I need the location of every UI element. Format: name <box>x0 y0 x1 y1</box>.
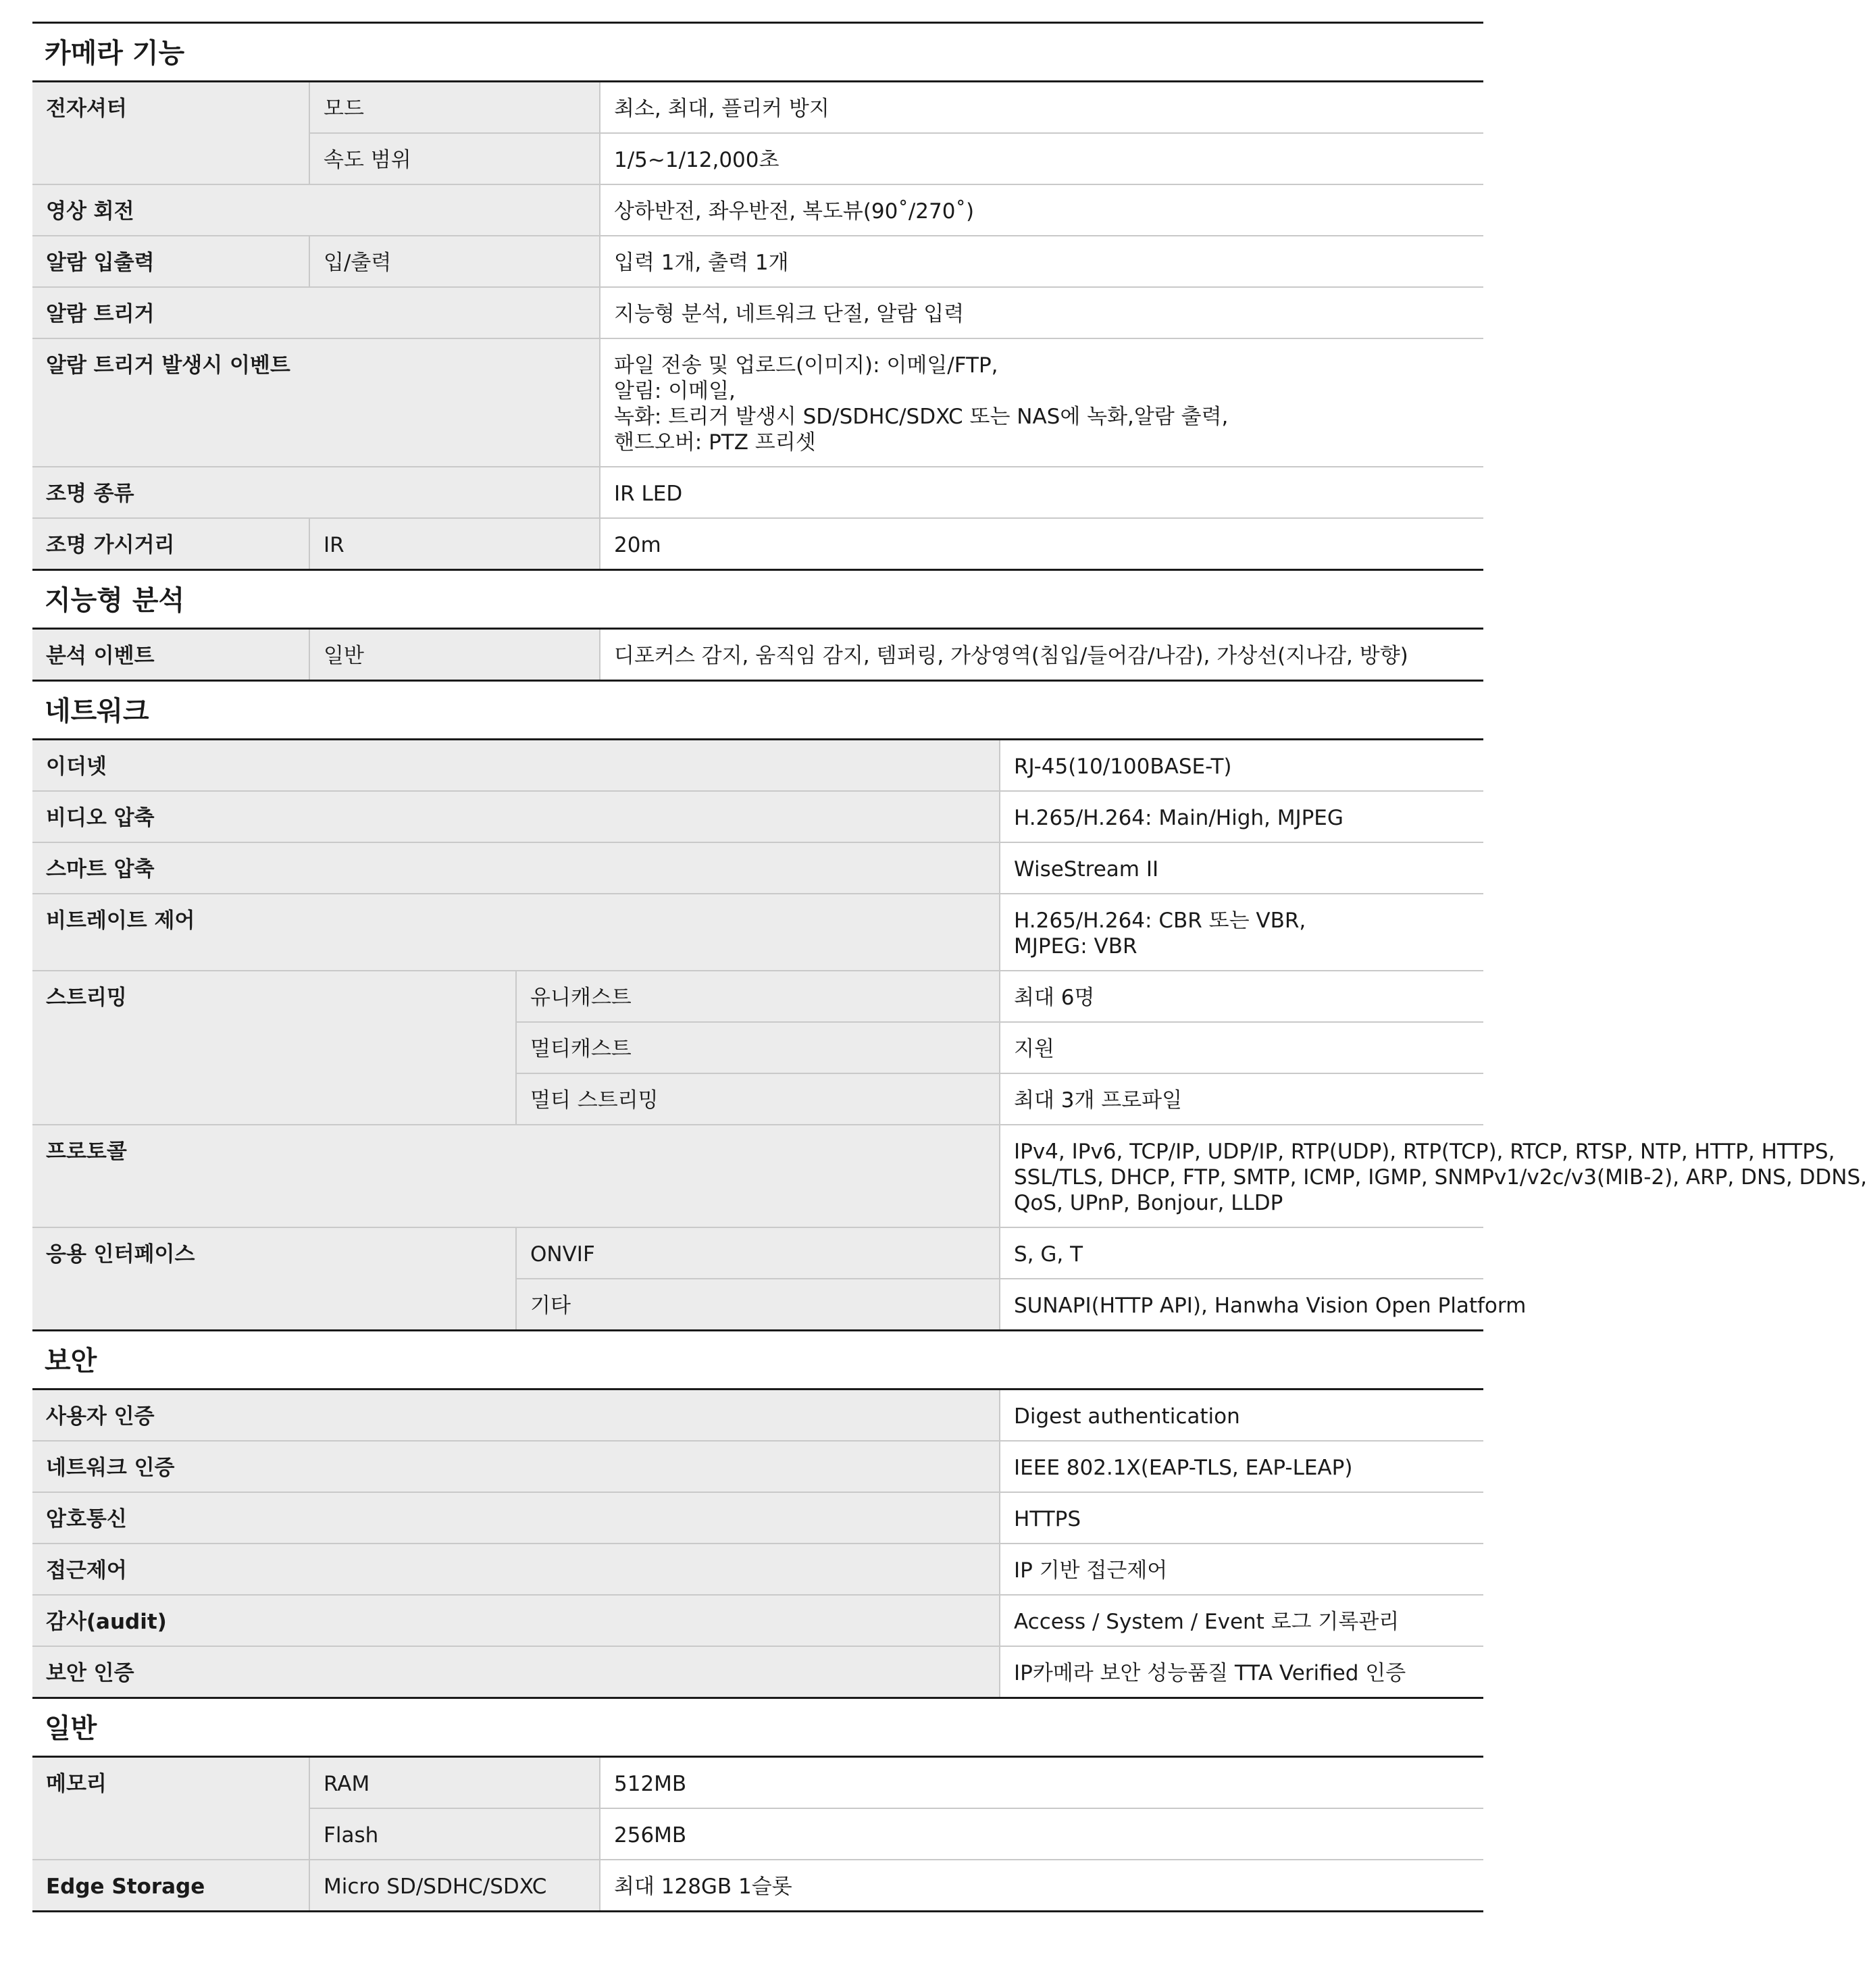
spec-value <box>600 630 1483 680</box>
spec-table <box>32 740 1867 1329</box>
spec-value <box>1000 1390 1483 1441</box>
spec-value <box>600 287 1483 338</box>
spec-value <box>600 133 1483 184</box>
spec-sublabel: 입/출력 <box>309 236 600 287</box>
spec-value-line: 상하반전, 좌우반전, 복도뷰(90˚/270˚) <box>614 199 975 224</box>
spec-table <box>32 630 1483 680</box>
spec-row <box>32 791 1483 842</box>
spec-value <box>600 82 1483 133</box>
spec-label: 프로토콜 <box>32 1125 1000 1227</box>
spec-value <box>1000 1646 1483 1697</box>
spec-value <box>1000 1125 1867 1227</box>
spec-label: 비트레이트 제어 <box>32 894 1000 971</box>
spec-row <box>32 518 1483 569</box>
spec-row <box>32 1758 1483 1808</box>
spec-label: 스마트 압축 <box>32 842 1000 894</box>
section-title: 일반 <box>32 1697 1483 1758</box>
spec-label: 스트리밍 <box>32 971 516 1125</box>
spec-value <box>1000 1073 1483 1125</box>
spec-value-line: 지능형 분석, 네트워크 단절, 알람 입력 <box>614 302 965 326</box>
spec-value <box>600 518 1483 569</box>
spec-label: 비디오 압축 <box>32 791 1000 842</box>
spec-value-line: 1/5~1/12,000초 <box>614 148 779 172</box>
spec-label: 접근제어 <box>32 1544 1000 1595</box>
spec-value <box>600 1860 1483 1910</box>
spec-label: 알람 트리거 발생시 이벤트 <box>32 338 600 467</box>
spec-row <box>32 630 1483 680</box>
spec-table <box>32 82 1483 569</box>
spec-value <box>1000 1227 1483 1279</box>
spec-value-line: QoS, UPnP, Bonjour, LLDP <box>1014 1191 1283 1215</box>
spec-value <box>600 236 1483 287</box>
spec-row <box>32 740 1483 791</box>
spec-value <box>600 467 1483 518</box>
spec-label: 네트워크 인증 <box>32 1441 1000 1492</box>
spec-row <box>32 971 1483 1022</box>
spec-value-line: H.265/H.264: CBR 또는 VBR, <box>1014 909 1306 933</box>
spec-label: 이더넷 <box>32 740 1000 791</box>
spec-label: 전자셔터 <box>32 82 309 184</box>
spec-value <box>600 1758 1483 1808</box>
section-title: 카메라 기능 <box>32 22 1483 82</box>
spec-row <box>32 1860 1483 1910</box>
spec-row <box>32 338 1483 467</box>
spec-sheet <box>32 0 1867 1912</box>
spec-row <box>32 1646 1483 1697</box>
spec-value-line: 녹화: 트리거 발생시 SD/SDHC/SDXC 또는 NAS에 녹화,알람 출력, <box>614 405 1229 429</box>
spec-row <box>32 82 1483 133</box>
spec-label: 암호통신 <box>32 1492 1000 1544</box>
spec-value <box>600 184 1483 236</box>
spec-value <box>1000 894 1483 971</box>
spec-value-line: 512MB <box>614 1772 687 1796</box>
spec-value-line: 입력 1개, 출력 1개 <box>614 251 789 275</box>
spec-row <box>32 1492 1483 1544</box>
spec-value <box>1000 740 1483 791</box>
spec-row <box>32 287 1483 338</box>
spec-sublabel: RAM <box>309 1758 600 1808</box>
spec-label: 감사(audit) <box>32 1595 1000 1646</box>
spec-sublabel: 기타 <box>516 1279 1000 1329</box>
spec-value <box>1000 842 1483 894</box>
spec-label: 조명 종류 <box>32 467 600 518</box>
spec-sublabel: Flash <box>309 1808 600 1860</box>
spec-value-line: 파일 전송 및 업로드(이미지): 이메일/FTP, <box>614 353 998 378</box>
section-title: 보안 <box>32 1329 1483 1390</box>
spec-value <box>1000 1544 1483 1595</box>
spec-sublabel: 멀티 스트리밍 <box>516 1073 1000 1125</box>
spec-sublabel: 일반 <box>309 630 600 680</box>
spec-sublabel: ONVIF <box>516 1227 1000 1279</box>
spec-label: 영상 회전 <box>32 184 600 236</box>
spec-value-line: H.265/H.264: Main/High, MJPEG <box>1014 806 1344 830</box>
spec-value-line: S, G, T <box>1014 1242 1083 1267</box>
spec-row <box>32 1441 1483 1492</box>
spec-value-line: MJPEG: VBR <box>1014 934 1137 959</box>
spec-value <box>1000 1441 1483 1492</box>
spec-row <box>32 467 1483 518</box>
spec-value <box>600 1808 1483 1860</box>
spec-row <box>32 1595 1483 1646</box>
spec-value <box>1000 1492 1483 1544</box>
spec-label: 사용자 인증 <box>32 1390 1000 1441</box>
spec-label: 응용 인터페이스 <box>32 1227 516 1329</box>
spec-label: 알람 트리거 <box>32 287 600 338</box>
spec-label: 조명 가시거리 <box>32 518 309 569</box>
spec-value <box>1000 1595 1483 1646</box>
spec-value-line: 핸드오버: PTZ 프리셋 <box>614 430 816 455</box>
spec-sublabel: 멀티캐스트 <box>516 1022 1000 1073</box>
spec-label: 메모리 <box>32 1758 309 1860</box>
spec-value-line: IP카메라 보안 성능품질 TTA Verified 인증 <box>1014 1661 1406 1685</box>
spec-row <box>32 894 1483 971</box>
spec-value-line: SUNAPI(HTTP API), Hanwha Vision Open Platform <box>1014 1294 1527 1318</box>
spec-value <box>1000 1279 1527 1329</box>
spec-value-line: 지원 <box>1014 1037 1054 1061</box>
spec-value-line: IPv4, IPv6, TCP/IP, UDP/IP, RTP(UDP), RTP(TCP), RTCP, RTSP, NTP, HTTP, HTTPS, <box>1014 1140 1835 1164</box>
spec-row <box>32 236 1483 287</box>
spec-row <box>32 184 1483 236</box>
spec-row <box>32 1544 1483 1595</box>
spec-value-line: IR LED <box>614 482 683 506</box>
spec-value-line: Access / System / Event 로그 기록관리 <box>1014 1610 1400 1634</box>
spec-row <box>32 842 1483 894</box>
spec-sublabel: Micro SD/SDHC/SDXC <box>309 1860 600 1910</box>
section-title: 네트워크 <box>32 680 1483 740</box>
spec-table <box>32 1758 1483 1910</box>
spec-row <box>32 1390 1483 1441</box>
spec-value-line: 최대 3개 프로파일 <box>1014 1088 1183 1113</box>
spec-value <box>1000 971 1483 1022</box>
spec-value-line: HTTPS <box>1014 1507 1081 1531</box>
spec-value-line: 최소, 최대, 플리커 방지 <box>614 97 829 121</box>
spec-sublabel: IR <box>309 518 600 569</box>
spec-value-line: WiseStream II <box>1014 857 1159 882</box>
spec-label: 알람 입출력 <box>32 236 309 287</box>
spec-row <box>32 1227 1483 1279</box>
spec-value-line: 최대 128GB 1슬롯 <box>614 1875 792 1899</box>
section-title: 지능형 분석 <box>32 569 1483 630</box>
spec-sublabel: 속도 범위 <box>309 133 600 184</box>
spec-value-line: 디포커스 감지, 움직임 감지, 템퍼링, 가상영역(침입/들어감/나감), 가상선(지나감, 방향) <box>614 644 1408 668</box>
bottom-rule <box>32 1910 1483 1912</box>
spec-value-line: 알림: 이메일, <box>614 379 736 403</box>
spec-value-line: IEEE 802.1X(EAP-TLS, EAP-LEAP) <box>1014 1456 1353 1480</box>
spec-sublabel: 모드 <box>309 82 600 133</box>
spec-value <box>600 338 1483 467</box>
spec-label: 분석 이벤트 <box>32 630 309 680</box>
spec-value-line: 최대 6명 <box>1014 986 1095 1010</box>
spec-sublabel: 유니캐스트 <box>516 971 1000 1022</box>
spec-value-line: IP 기반 접근제어 <box>1014 1558 1168 1583</box>
spec-label: Edge Storage <box>32 1860 309 1910</box>
spec-value-line: Digest authentication <box>1014 1404 1240 1429</box>
spec-value-line: SSL/TLS, DHCP, FTP, SMTP, ICMP, IGMP, SNMPv1/v2c/v3(MIB-2), ARP, DNS, DDNS, <box>1014 1165 1867 1190</box>
spec-value <box>1000 1022 1483 1073</box>
spec-value-line: RJ-45(10/100BASE-T) <box>1014 755 1232 779</box>
spec-label: 보안 인증 <box>32 1646 1000 1697</box>
spec-value <box>1000 791 1483 842</box>
spec-value-line: 256MB <box>614 1823 687 1847</box>
spec-row <box>32 1125 1483 1227</box>
spec-table <box>32 1390 1483 1697</box>
spec-value-line: 20m <box>614 533 661 557</box>
